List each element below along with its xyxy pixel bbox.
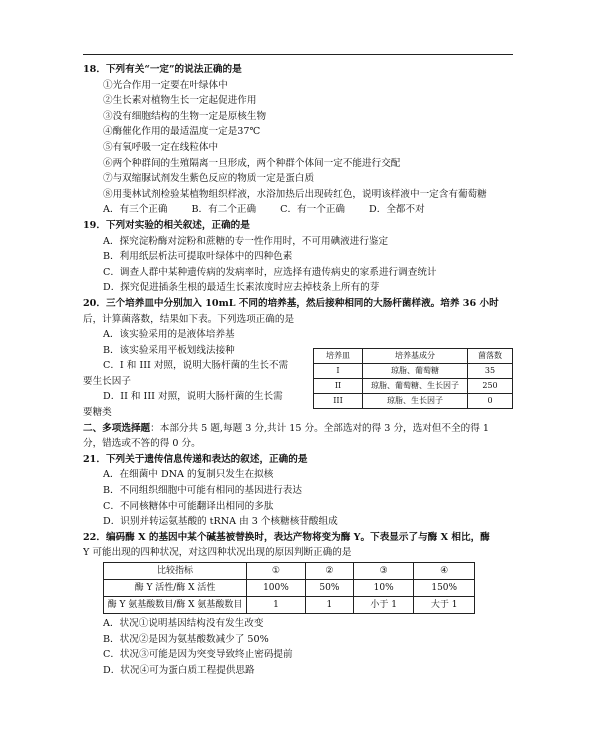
table-cell: 35 <box>468 363 513 378</box>
table-row <box>314 393 513 408</box>
q18-options <box>83 202 513 218</box>
q18-item-4: ④酶催化作用的最适温度一定是37℃ <box>103 126 261 138</box>
q20-title-line1: 20．三个培养皿中分别加入 10mL 不同的培养基，然后接种相同的大肠杆菌样液。培养 36 小时 <box>83 297 499 309</box>
table-header-cell: ③ <box>353 563 414 580</box>
q19-title: 19．下列对实验的相关叙述，正确的是 <box>83 219 250 231</box>
section2-title: 二、多项选择题 <box>83 422 151 434</box>
table-cell: I <box>314 363 363 378</box>
table-cell: 10% <box>353 580 414 597</box>
q18-item-2: ②生长素对植物生长一定起促进作用 <box>103 95 257 107</box>
q20-option-d-cont: 要糖类 <box>83 407 112 419</box>
q20-options <box>83 327 305 421</box>
exam-page <box>83 62 513 678</box>
q19-option-d: D．探究促进插条生根的最适生长素浓度时应去掉枝条上所有的芽 <box>103 282 380 294</box>
q18-item-1: ①光合作用一定要在叶绿体中 <box>103 79 228 91</box>
table-header-cell: ④ <box>414 563 475 580</box>
q19-option-a: A．探究淀粉酶对淀粉和蔗糖的专一性作用时，不可用碘液进行鉴定 <box>103 235 389 247</box>
table-cell: III <box>314 393 363 408</box>
table-header-cell: ① <box>247 563 306 580</box>
q22-option-a: A．状况①说明基因结构没有发生改变 <box>103 618 264 629</box>
table-cell: 0 <box>468 393 513 408</box>
q18-option-c: C．有一个正确 <box>280 204 346 216</box>
q19-option-c: C．调查人群中某种遗传病的发病率时，应选择有遗传病史的家系进行调查统计 <box>103 266 437 278</box>
table-cell: 50% <box>305 580 353 597</box>
q20-option-c: C．I 和 III 对照，说明大肠杆菌的生长不需 <box>103 360 289 372</box>
q22-option-b: B．状况②是因为氨基酸数减少了 50% <box>103 633 269 645</box>
q22-title-line2: Y 可能出现的四种状况，对这四种状况出现的原因判断正确的是 <box>83 547 352 559</box>
table-cell: 大于 1 <box>414 597 475 614</box>
q20-title-line2: 后，计算菌落数，结果如下表。下列选项正确的是 <box>83 313 295 325</box>
q20-body <box>83 312 513 421</box>
table-cell: 琼脂、葡萄糖 <box>363 363 468 378</box>
table-cell: II <box>314 378 363 393</box>
q20-option-d: D．II 和 III 对照，说明大肠杆菌的生长需 <box>103 391 283 403</box>
q21-option-d: D．识别并转运氨基酸的 tRNA 由 3 个核糖核苷酸组成 <box>103 516 338 528</box>
section2-heading <box>83 421 513 437</box>
q18-title: 18．下列有关“一定”的说法正确的是 <box>83 64 242 75</box>
table-cell: 酶 Y 氨基酸数目/酶 X 氨基酸数目 <box>104 597 247 614</box>
section2-instructions-cont: 分，错选或不答的得 0 分。 <box>83 438 201 450</box>
q18-item-7: ⑦与双缩脲试剂发生紫色反应的物质一定是蛋白质 <box>103 173 315 185</box>
table-header-row <box>314 348 513 363</box>
table-cell: 酶 Y 活性/酶 X 活性 <box>104 580 247 597</box>
table-header-cell: 比较指标 <box>104 563 247 580</box>
section2-instructions: ：本部分共 5 题,每题 3 分,共计 15 分。全部选对的得 3 分，选对但不全的得 1 <box>150 422 489 434</box>
table-cell: 琼脂、生长因子 <box>363 393 468 408</box>
table-row <box>314 378 513 393</box>
q21-option-c: C．不同核糖体中可能翻译出相同的多肽 <box>103 500 274 512</box>
q22-title-line1: 22．编码酶 X 的基因中某个碱基被替换时，表达产物将变为酶 Y。下表显示了与酶 X 相比，酶 <box>83 531 490 543</box>
table-header-row <box>104 563 475 580</box>
q18-option-a: A．有三个正确 <box>103 204 168 216</box>
table-cell: 150% <box>414 580 475 597</box>
q18-option-d: D．全都不对 <box>369 204 425 216</box>
q21-option-b: B．不同组织细胞中可能有相同的基因进行表达 <box>103 485 302 497</box>
table-row <box>104 580 475 597</box>
q22-option-c: C．状况③可能是因为突变导致终止密码提前 <box>103 649 293 661</box>
table-header-cell: ② <box>305 563 353 580</box>
table-cell: 1 <box>247 597 306 614</box>
q20-option-c-cont: 要生长因子 <box>83 375 131 387</box>
q19-option-b: B．利用纸层析法可提取叶绿体中的四种色素 <box>103 251 293 263</box>
q18-item-5: ⑤有氧呼吸一定在线粒体中 <box>103 141 219 153</box>
table-cell: 小于 1 <box>353 597 414 614</box>
q18-item-6: ⑥两个种群间的生殖隔离一旦形成，两个种群个体间一定不能进行交配 <box>103 157 401 169</box>
q18-item-3: ③没有细胞结构的生物一定是原核生物 <box>103 110 267 122</box>
table-row <box>104 597 475 614</box>
q21-option-a: A．在细菌中 DNA 的复制只发生在拟核 <box>103 469 274 481</box>
table-header-cell: 培养皿 <box>314 348 363 363</box>
table-cell: 250 <box>468 378 513 393</box>
q22-enzyme-table <box>103 562 475 614</box>
table-header-cell: 培养基成分 <box>363 348 468 363</box>
table-cell: 琼脂、葡萄糖、生长因子 <box>363 378 468 393</box>
q18-option-b: B．有二个正确 <box>191 204 257 216</box>
table-header-cell: 菌落数 <box>468 348 513 363</box>
q21-title: 21．下列关于遗传信息传递和表达的叙述，正确的是 <box>83 453 308 465</box>
q18-item-8: ⑧用斐林试剂检验某植物组织样液，水浴加热后出现砖红色，说明该样液中一定含有葡萄糖 <box>103 188 487 200</box>
q22-option-d: D．状况④可为蛋白质工程提供思路 <box>103 664 255 676</box>
q20-culture-table <box>313 348 513 409</box>
table-cell: 100% <box>247 580 306 597</box>
q20-option-a: A．该实验采用的是液体培养基 <box>103 329 235 341</box>
table-cell: 1 <box>305 597 353 614</box>
q20-option-b: B．该实验采用平板划线法接种 <box>103 344 235 356</box>
header-rule <box>83 54 513 55</box>
table-row <box>314 363 513 378</box>
